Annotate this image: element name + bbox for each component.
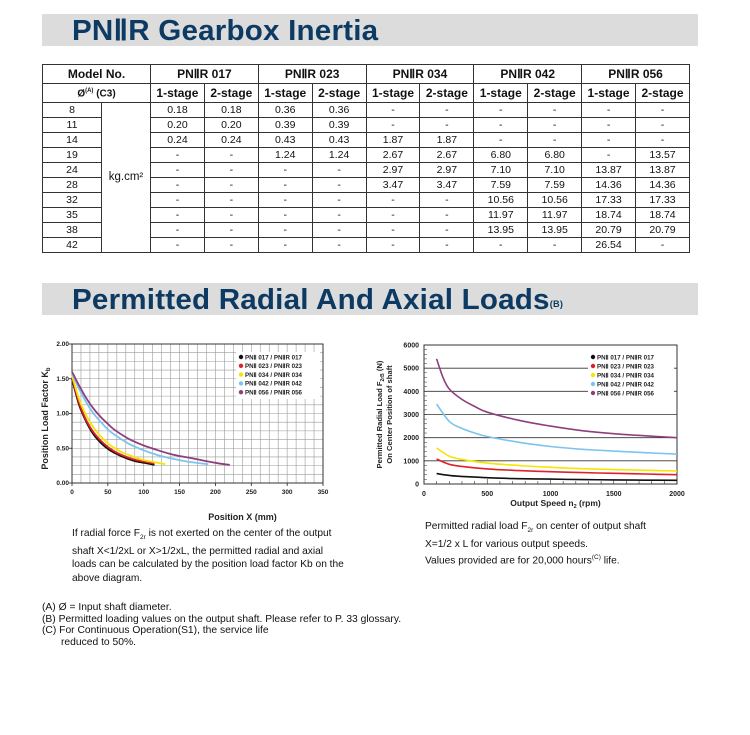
y-tick-label: 2.00	[56, 341, 69, 348]
x-tick-label: 1000	[542, 491, 559, 498]
inertia-value-cell: 11.97	[474, 208, 528, 223]
inertia-value-cell: 10.56	[528, 193, 582, 208]
inertia-value-cell: -	[312, 163, 366, 178]
inertia-value-cell: -	[420, 103, 474, 118]
inertia-value-cell: -	[636, 238, 690, 253]
inertia-value-cell: 2.67	[420, 148, 474, 163]
model-header: PNⅡR 017	[151, 65, 259, 84]
inertia-value-cell: 3.47	[420, 178, 474, 193]
y-tick-label: 1000	[403, 458, 419, 466]
x-tick-label: 2000	[669, 491, 685, 498]
inertia-value-cell: 0.39	[312, 118, 366, 133]
inertia-value-cell: -	[151, 178, 205, 193]
inertia-value-cell: 20.79	[582, 223, 636, 238]
inertia-value-cell: -	[420, 208, 474, 223]
inertia-value-cell: 13.87	[636, 163, 690, 178]
x-tick-label: 1500	[605, 491, 622, 498]
x-axis-label: Position X (mm)	[208, 512, 277, 522]
inertia-value-cell: 6.80	[474, 148, 528, 163]
inertia-value-cell: -	[420, 238, 474, 253]
diameter-cell: 28	[43, 178, 102, 193]
stage-header: 2-stage	[420, 84, 474, 103]
inertia-value-cell: -	[151, 163, 205, 178]
inertia-value-cell: -	[204, 223, 258, 238]
inertia-value-cell: 0.20	[151, 118, 205, 133]
y-tick-label: 0.50	[56, 445, 69, 453]
y-axis-label	[40, 367, 52, 470]
legend-marker	[239, 372, 243, 376]
legend	[588, 350, 674, 397]
stage-header: 1-stage	[582, 84, 636, 103]
inertia-value-cell: -	[636, 133, 690, 148]
x-tick-label: 200	[209, 489, 221, 496]
caption-right-text: X=1/2 x L for various output speeds.	[425, 538, 589, 550]
diameter-suffix: (C3)	[96, 88, 116, 100]
y-tick-label: 1.50	[56, 375, 69, 383]
inertia-value-cell: 0.18	[204, 103, 258, 118]
inertia-value-cell: -	[312, 178, 366, 193]
x-tick-label: 300	[281, 489, 293, 496]
caption-right-text: life.	[600, 555, 620, 567]
y-tick-label: 0	[415, 481, 419, 489]
inertia-value-cell: -	[474, 133, 528, 148]
inertia-value-cell: -	[474, 238, 528, 253]
legend-label: PNⅡ 042 / PNⅡR 042	[245, 380, 302, 388]
inertia-value-cell: 0.43	[258, 133, 312, 148]
inertia-value-cell: -	[312, 238, 366, 253]
y-axis-label-sub: 2rB	[380, 373, 386, 382]
caption-right-text: Values provided are for 20,000 hours	[425, 555, 592, 567]
caption-left-text: If radial force F	[72, 528, 140, 539]
inertia-table	[42, 64, 690, 253]
caption-left	[72, 527, 362, 585]
x-tick-label: 50	[104, 489, 112, 496]
inertia-value-cell: 17.33	[636, 193, 690, 208]
chart-position-load-factor	[0, 335, 370, 525]
x-tick-label: 250	[245, 489, 257, 496]
inertia-value-cell: -	[312, 208, 366, 223]
inertia-value-cell: -	[474, 103, 528, 118]
footnote-a: (A) Ø = Input shaft diameter.	[42, 602, 172, 613]
stage-header: 2-stage	[204, 84, 258, 103]
inertia-value-cell: 13.95	[474, 223, 528, 238]
inertia-value-cell: 7.10	[474, 163, 528, 178]
inertia-value-cell: -	[528, 103, 582, 118]
diameter-cell: 24	[43, 163, 102, 178]
legend-marker	[591, 355, 595, 359]
y-axis-label-text: Permitted Radial Load F	[375, 381, 384, 469]
legend-marker	[591, 382, 595, 386]
inertia-value-cell: -	[312, 223, 366, 238]
legend-label: PNⅡ 023 / PNⅡR 023	[245, 363, 302, 371]
stage-header: 1-stage	[151, 84, 205, 103]
legend-label: PNⅡ 017 / PNⅡR 017	[245, 354, 302, 362]
inertia-value-cell: -	[636, 118, 690, 133]
diameter-cell: 11	[43, 118, 102, 133]
stage-header: 2-stage	[528, 84, 582, 103]
inertia-value-cell: -	[204, 208, 258, 223]
inertia-value-cell: 0.24	[151, 133, 205, 148]
stage-header: 2-stage	[312, 84, 366, 103]
series-line-s017	[72, 379, 155, 465]
caption-left-sub: 2r	[139, 534, 146, 542]
x-tick-label: 500	[481, 491, 494, 498]
y-tick-label: 0.00	[56, 480, 69, 487]
inertia-value-cell: -	[474, 118, 528, 133]
diameter-cell: 38	[43, 223, 102, 238]
table-header-row-stages	[43, 84, 690, 103]
stage-header: 1-stage	[258, 84, 312, 103]
y-axis-label-sub: b	[46, 367, 52, 372]
model-header: PNⅡR 034	[366, 65, 474, 84]
legend-marker	[239, 381, 243, 385]
inertia-value-cell: 0.43	[312, 133, 366, 148]
section-title-inertia: PNⅡR Gearbox Inertia	[72, 15, 379, 47]
inertia-value-cell: -	[151, 238, 205, 253]
footnote-c: (C) For Continuous Operation(S1), the service life	[42, 625, 269, 636]
inertia-value-cell: 10.56	[474, 193, 528, 208]
caption-left-text: shaft X<1/2xL or X>1/2xL, the permitted radial and axial	[72, 545, 324, 557]
inertia-value-cell: -	[366, 118, 420, 133]
x-tick-label: 0	[70, 489, 74, 496]
legend-label: PNⅡ 056 / PNⅡR 056	[597, 390, 654, 398]
inertia-value-cell: -	[204, 178, 258, 193]
inertia-value-cell: 20.79	[636, 223, 690, 238]
x-tick-label: 150	[174, 489, 186, 496]
inertia-value-cell: 2.97	[420, 163, 474, 178]
inertia-value-cell: 7.10	[528, 163, 582, 178]
legend-label: PNⅡ 034 / PNⅡR 034	[245, 371, 302, 379]
model-no-header: Model No.	[43, 65, 151, 84]
legend-marker	[591, 373, 595, 377]
model-header: PNⅡR 023	[258, 65, 366, 84]
diameter-cell: 14	[43, 133, 102, 148]
legend	[236, 352, 320, 399]
inertia-value-cell: -	[258, 223, 312, 238]
caption-left-text: is not exerted on the center of the output	[145, 528, 332, 539]
inertia-value-cell: -	[366, 223, 420, 238]
inertia-value-cell: -	[366, 103, 420, 118]
inertia-value-cell: -	[582, 118, 636, 133]
y-tick-label: 6000	[403, 342, 419, 350]
caption-left-text: above diagram.	[72, 572, 143, 584]
inertia-value-cell: 1.24	[258, 148, 312, 163]
inertia-value-cell: 0.36	[312, 103, 366, 118]
y-tick-label: 1.00	[56, 410, 69, 418]
inertia-value-cell: -	[151, 223, 205, 238]
inertia-value-cell: -	[151, 208, 205, 223]
inertia-value-cell: 0.39	[258, 118, 312, 133]
series-line-s042	[72, 373, 208, 464]
inertia-value-cell: -	[151, 193, 205, 208]
table-row	[43, 103, 690, 118]
y-tick-label: 5000	[403, 365, 419, 373]
y-axis-label-text: Position Load Factor K	[40, 371, 50, 470]
footnote-c-continued: reduced to 50%.	[61, 636, 136, 648]
inertia-value-cell: -	[366, 208, 420, 223]
inertia-value-cell: 14.36	[636, 178, 690, 193]
inertia-value-cell: -	[258, 208, 312, 223]
legend-label: PNⅡ 056 / PNⅡR 056	[245, 389, 302, 397]
stage-header: 1-stage	[474, 84, 528, 103]
inertia-value-cell: 2.97	[366, 163, 420, 178]
x-tick-label: 100	[138, 489, 150, 496]
inertia-value-cell: -	[151, 148, 205, 163]
y-axis-label-suffix: (N)	[375, 360, 384, 374]
x-tick-label: 350	[317, 489, 329, 496]
inertia-value-cell: 18.74	[582, 208, 636, 223]
inertia-value-cell: 13.87	[582, 163, 636, 178]
inertia-value-cell: 0.36	[258, 103, 312, 118]
y-tick-label: 2000	[403, 435, 419, 443]
x-axis-label	[510, 498, 601, 510]
inertia-value-cell: 3.47	[366, 178, 420, 193]
legend-marker	[239, 355, 243, 359]
unit-cell: kg.cm²	[102, 103, 151, 253]
section-banner-inertia	[42, 14, 698, 46]
x-tick-label: 0	[422, 491, 426, 498]
inertia-value-cell: -	[258, 178, 312, 193]
stage-header: 2-stage	[636, 84, 690, 103]
caption-right-text: on center of output shaft	[533, 521, 646, 532]
inertia-value-cell: 11.97	[528, 208, 582, 223]
inertia-value-cell: -	[582, 148, 636, 163]
inertia-value-cell: -	[366, 193, 420, 208]
inertia-value-cell: -	[204, 193, 258, 208]
inertia-value-cell: 0.18	[151, 103, 205, 118]
inertia-value-cell: 1.87	[420, 133, 474, 148]
inertia-value-cell: -	[420, 223, 474, 238]
inertia-value-cell: 14.36	[582, 178, 636, 193]
x-axis-label-text: Output Speed n	[510, 498, 574, 508]
diameter-cell: 35	[43, 208, 102, 223]
caption-right-text: Permitted radial load F	[425, 521, 528, 532]
inertia-value-cell: -	[366, 238, 420, 253]
inertia-value-cell: 1.87	[366, 133, 420, 148]
inertia-value-cell: -	[420, 193, 474, 208]
inertia-value-cell: 7.59	[474, 178, 528, 193]
legend-marker	[239, 390, 243, 394]
inertia-value-cell: -	[258, 193, 312, 208]
y-tick-label: 3000	[403, 412, 419, 419]
section-banner-loads	[42, 283, 698, 315]
inertia-value-cell: -	[582, 133, 636, 148]
inertia-value-cell: 26.54	[582, 238, 636, 253]
inertia-value-cell: 13.57	[636, 148, 690, 163]
diameter-cell: 42	[43, 238, 102, 253]
diameter-cell: 32	[43, 193, 102, 208]
inertia-value-cell: 2.67	[366, 148, 420, 163]
y-tick-label: 4000	[403, 388, 419, 396]
diameter-sup: (A)	[85, 88, 94, 95]
inertia-value-cell: 7.59	[528, 178, 582, 193]
inertia-value-cell: -	[258, 238, 312, 253]
legend-label: PNⅡ 023 / PNⅡR 023	[597, 363, 654, 371]
inertia-value-cell: 17.33	[582, 193, 636, 208]
diameter-header	[43, 84, 151, 103]
diameter-cell: 19	[43, 148, 102, 163]
section-title-loads-sup: (B)	[549, 299, 564, 309]
inertia-value-cell: -	[582, 103, 636, 118]
inertia-value-cell: 0.20	[204, 118, 258, 133]
model-header: PNⅡR 042	[474, 65, 582, 84]
inertia-value-cell: -	[420, 118, 474, 133]
x-axis-label-sub: 2	[573, 504, 577, 510]
section-title-loads-text: Permitted Radial And Axial Loads	[72, 284, 550, 316]
inertia-value-cell: 18.74	[636, 208, 690, 223]
y-axis-label-line2: On Center Position of shaft	[385, 365, 394, 464]
legend-marker	[591, 391, 595, 395]
section-title-loads	[72, 283, 563, 317]
inertia-value-cell: -	[528, 238, 582, 253]
inertia-value-cell: 6.80	[528, 148, 582, 163]
table-header-row-models	[43, 65, 690, 84]
caption-right-sub: 2r	[527, 527, 534, 535]
caption-left-text: loads can be calculated by the position load factor Kb on the	[72, 559, 344, 571]
legend-label: PNⅡ 042 / PNⅡR 042	[597, 381, 654, 389]
inertia-value-cell: -	[636, 103, 690, 118]
inertia-value-cell: -	[312, 193, 366, 208]
diameter-cell: 8	[43, 103, 102, 118]
diameter-symbol: Ø	[77, 88, 86, 100]
inertia-value-cell: 13.95	[528, 223, 582, 238]
chart-radial-load-speed	[370, 335, 750, 515]
caption-right	[425, 520, 725, 568]
inertia-value-cell: -	[204, 163, 258, 178]
inertia-value-cell: 1.24	[312, 148, 366, 163]
inertia-value-cell: -	[258, 163, 312, 178]
legend-label: PNⅡ 034 / PNⅡR 034	[597, 372, 654, 380]
legend-marker	[239, 364, 243, 368]
inertia-value-cell: -	[528, 118, 582, 133]
inertia-value-cell: 0.24	[204, 133, 258, 148]
footnotes	[42, 602, 401, 648]
x-axis-label-suffix: (rpm)	[576, 498, 601, 508]
inertia-value-cell: -	[204, 238, 258, 253]
model-header: PNⅡR 056	[582, 65, 690, 84]
stage-header: 1-stage	[366, 84, 420, 103]
inertia-value-cell: -	[528, 133, 582, 148]
inertia-value-cell: -	[204, 148, 258, 163]
caption-right-sup: (C)	[591, 554, 601, 562]
legend-marker	[591, 364, 595, 368]
legend-label: PNⅡ 017 / PNⅡR 017	[597, 354, 654, 362]
series-line-s056	[72, 372, 230, 465]
footnote-b: (B) Permitted loading values on the output shaft. Please refer to P. 33 glossary.	[42, 613, 402, 625]
